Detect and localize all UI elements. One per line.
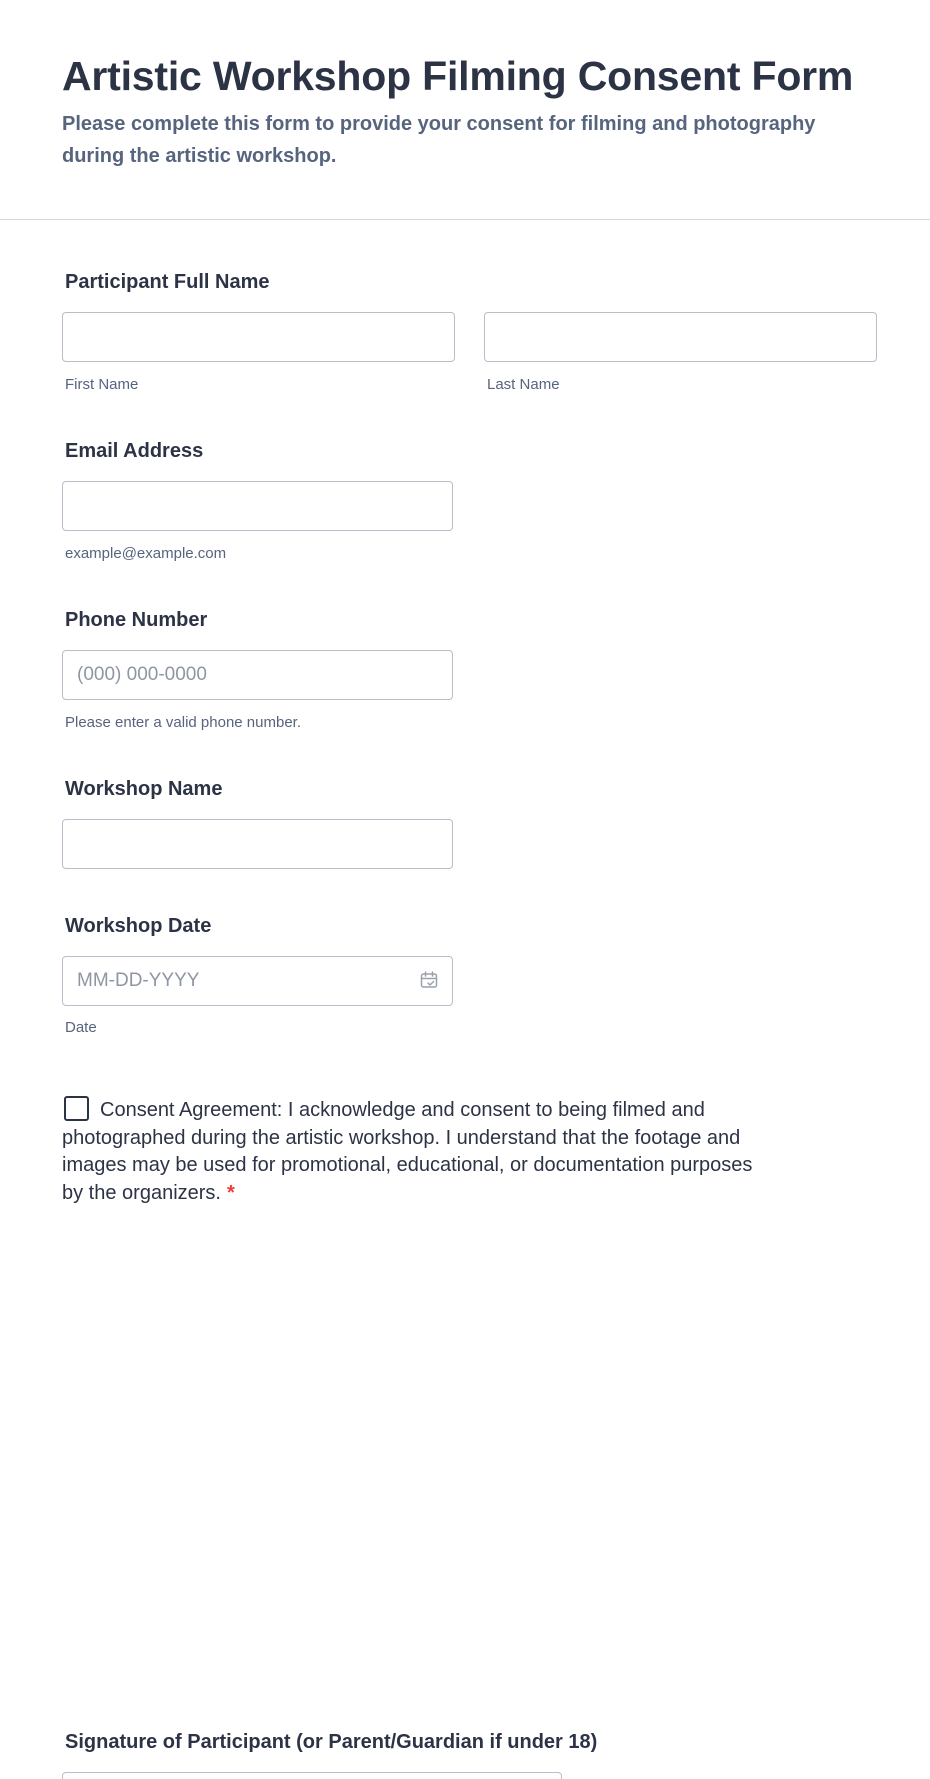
email-label: Email Address xyxy=(65,440,204,462)
last-name-sublabel: Last Name xyxy=(487,376,560,393)
last-name-input[interactable] xyxy=(484,312,877,362)
form-header xyxy=(62,50,862,172)
workshop-date-sublabel: Date xyxy=(65,1019,97,1036)
workshop-name-label: Workshop Name xyxy=(65,778,223,800)
phone-input[interactable] xyxy=(62,650,453,700)
required-asterisk: * xyxy=(226,1181,235,1204)
form-subtitle: Please complete this form to provide your consent for filming and photography during the artistic workshop. xyxy=(62,113,816,167)
form-title: Artistic Workshop Filming Consent Form xyxy=(62,53,854,99)
signature-label: Signature of Participant (or Parent/Guardian if under 18) xyxy=(65,1731,598,1753)
calendar-icon[interactable] xyxy=(419,970,439,990)
workshop-date-label: Workshop Date xyxy=(65,915,212,937)
consent-text: Consent Agreement: I acknowledge and consent to being filmed and photographed during the artistic workshop. I understand that the footage and images may be used for promotional, educational, or documentation purposes by the organizers. xyxy=(62,1099,753,1204)
first-name-sublabel: First Name xyxy=(65,376,139,393)
email-input[interactable] xyxy=(62,481,453,531)
email-sublabel: example@example.com xyxy=(65,545,227,562)
consent-checkbox[interactable] xyxy=(64,1096,89,1121)
full-name-label: Participant Full Name xyxy=(65,271,270,293)
workshop-date-input[interactable] xyxy=(62,956,453,1006)
header-divider xyxy=(0,219,930,220)
workshop-name-input[interactable] xyxy=(62,819,453,869)
signature-pad[interactable] xyxy=(62,1772,562,1779)
phone-sublabel: Please enter a valid phone number. xyxy=(65,714,301,731)
phone-label: Phone Number xyxy=(65,609,208,631)
consent-agreement xyxy=(62,1096,762,1207)
first-name-input[interactable] xyxy=(62,312,455,362)
